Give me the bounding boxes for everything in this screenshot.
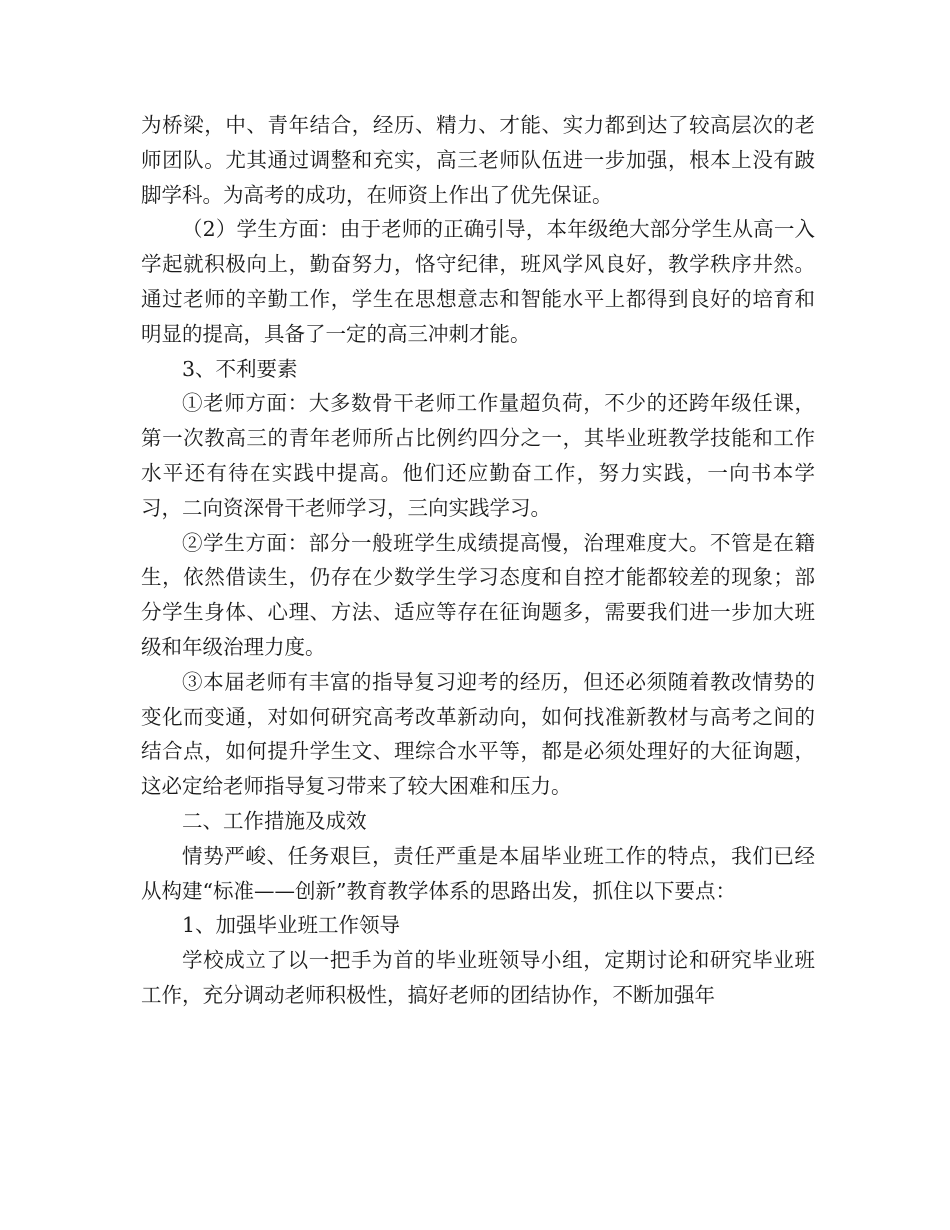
heading-strengthen-leadership: 1、加强毕业班工作领导 <box>182 913 401 938</box>
paragraph-review-experience: ③本届老师有丰富的指导复习迎考的经历，但还必须随着教改情势的变化而变通，对如何研究高考改革新动向，如何找准新教材与高考之间的结合点，如何提升学生文、理综合水平等，都是必须处理好的大征询题，这必定给老师指导复习带来了较大困难和压力。 <box>141 669 815 799</box>
document-body <box>141 108 815 1013</box>
heading-unfavorable-factors: 3、不利要素 <box>182 356 298 381</box>
paragraph-teacher-team-continued: 为桥梁，中、青年结合，经历、精力、才能、实力都到达了较高层次的老师团队。尤其通过调整和充实，高三老师队伍进一步加强，根本上没有跛脚学科。为高考的成功，在师资上作出了优先保证。 <box>141 113 815 207</box>
paragraph-situation: 情势严峻、任务艰巨，责任严重是本届毕业班工作的特点，我们已经从构建“标准——创新”教育教学体系的思路出发，抓住以下要点： <box>141 843 815 903</box>
paragraph-student-problems: ②学生方面：部分一般班学生成绩提高慢，治理难度大。不管是在籍生，依然借读生，仍存在少数学生学习态度和自控才能都较差的现象；部分学生身体、心理、方法、适应等存在征询题多，需要我们进一步加大班级和年级治理力度。 <box>141 530 815 659</box>
paragraph-student-aspect: （2）学生方面：由于老师的正确引导，本年级绝大部分学生从高一入学起就积极向上，勤奋努力，恪守纪律，班风学风良好，教学秩序井然。通过老师的辛勤工作，学生在思想意志和智能水平上都得到良好的培育和明显的提高，具备了一定的高三冲刺才能。 <box>141 217 815 346</box>
paragraph-leadership-group: 学校成立了以一把手为首的毕业班领导小组，定期讨论和研究毕业班工作，充分调动老师积极性，搞好老师的团结协作，不断加强年 <box>141 948 815 1007</box>
heading-work-measures: 二、工作措施及成效 <box>182 808 367 833</box>
paragraph-teacher-aspect: ①老师方面：大多数骨干老师工作量超负荷，不少的还跨年级任课，第一次教高三的青年老师所占比例约四分之一，其毕业班教学技能和工作水平还有待在实践中提高。他们还应勤奋工作，努力实践，一向书本学习，二向资深骨干老师学习，三向实践学习。 <box>141 391 815 520</box>
